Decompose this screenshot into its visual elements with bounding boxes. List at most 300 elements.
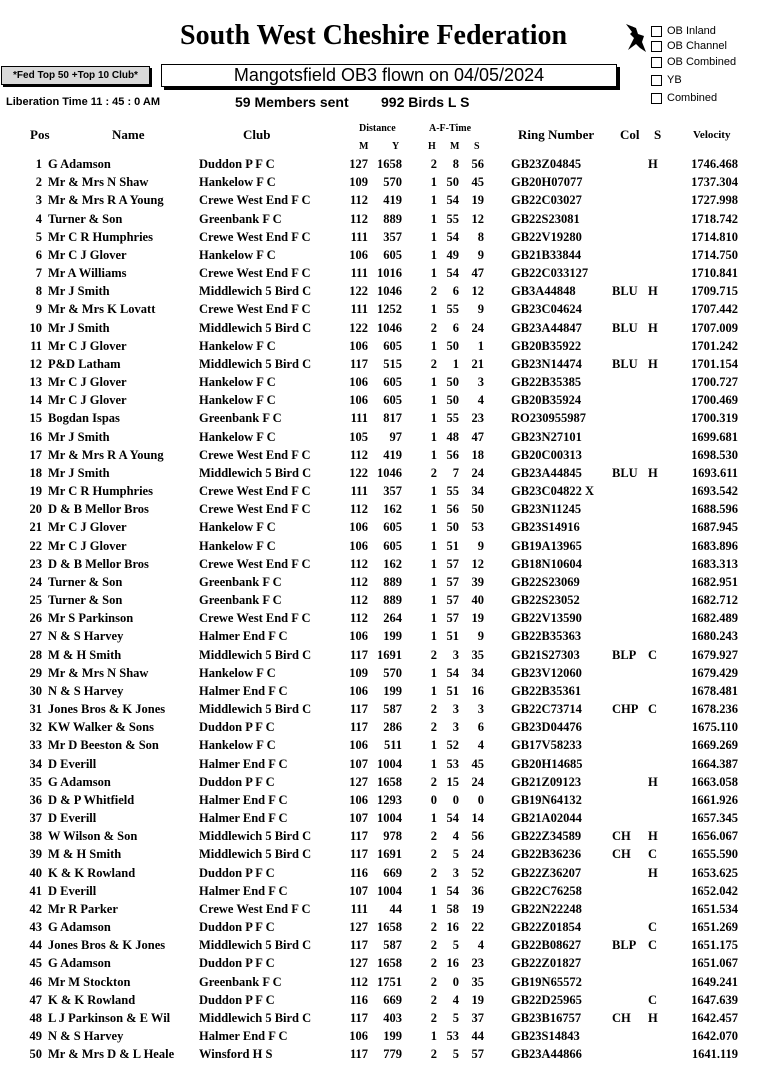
cell-velocity: 1682.712 bbox=[691, 593, 738, 608]
cell-dist-y: 162 bbox=[383, 556, 402, 571]
cell-dist-y: 1004 bbox=[377, 811, 402, 826]
table-row bbox=[0, 809, 763, 827]
cell-dist-y: 199 bbox=[383, 683, 402, 698]
cell-time-s: 6 bbox=[477, 720, 484, 735]
cell-dist-y: 587 bbox=[383, 938, 402, 953]
cell-velocity: 1651.067 bbox=[691, 956, 738, 971]
cell-dist-y: 889 bbox=[383, 574, 402, 589]
cell-time-s: 19 bbox=[471, 193, 484, 208]
cell-time-s: 23 bbox=[471, 956, 484, 971]
cell-time-s: 50 bbox=[471, 502, 484, 517]
cell-time-m: 0 bbox=[452, 974, 459, 989]
cell-dist-m: 106 bbox=[349, 792, 368, 807]
cell-dist-y: 605 bbox=[383, 247, 402, 262]
cell-time-s: 19 bbox=[471, 992, 484, 1007]
cell-velocity: 1655.590 bbox=[691, 847, 738, 862]
cell-dist-m: 117 bbox=[349, 702, 368, 717]
cell-time-m: 3 bbox=[452, 647, 459, 662]
cell-pos: 11 bbox=[30, 338, 42, 353]
cell-dist-y: 419 bbox=[383, 193, 402, 208]
cell-club: Duddon P F C bbox=[199, 956, 275, 971]
cell-time-s: 40 bbox=[471, 593, 484, 608]
cell-name: G Adamson bbox=[48, 157, 111, 171]
cell-dist-m: 117 bbox=[349, 647, 368, 662]
table-row bbox=[0, 827, 763, 845]
liberation-time: Liberation Time 11 : 45 : 0 AM bbox=[6, 96, 161, 108]
table-row bbox=[0, 954, 763, 972]
cell-velocity: 1651.175 bbox=[691, 938, 738, 953]
cell-time-m: 7 bbox=[452, 465, 459, 480]
cell-sex: H bbox=[648, 1010, 658, 1025]
cell-dist-y: 669 bbox=[383, 992, 402, 1007]
cell-time-s: 16 bbox=[471, 683, 484, 698]
table-row bbox=[0, 518, 763, 536]
cell-velocity: 1678.236 bbox=[691, 702, 738, 717]
cell-club: Duddon P F C bbox=[199, 992, 275, 1007]
cell-name: Mr & Mrs R A Young bbox=[48, 193, 164, 208]
table-row bbox=[0, 936, 763, 954]
cell-dist-y: 889 bbox=[383, 211, 402, 226]
cell-time-h: 2 bbox=[430, 356, 437, 371]
checkbox[interactable] bbox=[651, 57, 662, 68]
table-row bbox=[0, 609, 763, 627]
col-header-club: Club bbox=[243, 127, 271, 142]
cell-dist-m: 106 bbox=[349, 683, 368, 698]
cell-pos: 40 bbox=[29, 865, 42, 880]
cell-time-h: 2 bbox=[430, 157, 437, 171]
cell-pos: 7 bbox=[35, 266, 42, 281]
cell-time-m: 48 bbox=[446, 429, 459, 444]
cell-velocity: 1679.927 bbox=[691, 647, 738, 662]
cell-ring: GB22Z36207 bbox=[511, 865, 582, 880]
cell-pos: 5 bbox=[35, 229, 42, 244]
cell-velocity: 1701.154 bbox=[691, 356, 738, 371]
checkbox-row[interactable] bbox=[651, 23, 716, 39]
cell-time-h: 1 bbox=[430, 1029, 437, 1044]
cell-dist-m: 117 bbox=[349, 829, 368, 844]
cell-dist-y: 1046 bbox=[377, 320, 402, 335]
cell-velocity: 1642.070 bbox=[691, 1029, 738, 1044]
cell-pos: 22 bbox=[29, 538, 42, 553]
cell-club: Halmer End F C bbox=[199, 629, 288, 644]
checkbox[interactable] bbox=[651, 26, 662, 37]
cell-name: Mr C J Glover bbox=[48, 520, 127, 535]
table-row bbox=[0, 482, 763, 500]
cell-pos: 2 bbox=[35, 175, 42, 190]
cell-time-m: 5 bbox=[452, 847, 459, 862]
cell-time-h: 1 bbox=[430, 375, 437, 390]
cell-pos: 1 bbox=[35, 157, 42, 171]
cell-dist-m: 106 bbox=[349, 393, 368, 408]
cell-ring: GB22N22248 bbox=[511, 901, 582, 916]
col-header-col: Col bbox=[620, 127, 640, 142]
cell-dist-y: 1004 bbox=[377, 756, 402, 771]
cell-dist-y: 669 bbox=[383, 865, 402, 880]
cell-ring: GB22S23069 bbox=[511, 574, 580, 589]
cell-time-s: 19 bbox=[471, 611, 484, 626]
cell-club: Middlewich 5 Bird C bbox=[199, 702, 312, 717]
cell-pos: 20 bbox=[29, 502, 42, 517]
cell-time-m: 50 bbox=[446, 338, 459, 353]
cell-club: Hankelow F C bbox=[199, 520, 276, 535]
cell-club: Crewe West End F C bbox=[199, 266, 311, 281]
col-header-time-h: H bbox=[428, 141, 436, 152]
cell-sex: H bbox=[648, 320, 658, 335]
cell-time-h: 1 bbox=[430, 266, 437, 281]
table-row bbox=[0, 991, 763, 1009]
cell-club: Halmer End F C bbox=[199, 792, 288, 807]
cell-pos: 14 bbox=[29, 393, 42, 408]
cell-name: D Everill bbox=[48, 883, 97, 898]
col-header-velocity: Velocity bbox=[693, 129, 731, 141]
cell-time-s: 12 bbox=[471, 556, 484, 571]
cell-pos: 34 bbox=[29, 756, 42, 771]
cell-sex: C bbox=[648, 847, 658, 862]
cell-time-s: 19 bbox=[471, 901, 484, 916]
cell-club: Winsford H S bbox=[199, 1047, 273, 1062]
cell-club: Middlewich 5 Bird C bbox=[199, 320, 312, 335]
col-header-time-m: M bbox=[450, 141, 460, 152]
table-row bbox=[0, 500, 763, 518]
cell-velocity: 1682.489 bbox=[691, 611, 738, 626]
table-row bbox=[0, 555, 763, 573]
table-row bbox=[0, 337, 763, 355]
cell-ring: GB23V12060 bbox=[511, 665, 582, 680]
cell-dist-y: 515 bbox=[383, 356, 402, 371]
cell-time-h: 2 bbox=[430, 284, 437, 299]
cell-pos: 33 bbox=[29, 738, 42, 753]
cell-pos: 25 bbox=[29, 593, 42, 608]
cell-time-h: 2 bbox=[430, 465, 437, 480]
cell-time-s: 9 bbox=[477, 247, 484, 262]
cell-name: Mr & Mrs K Lovatt bbox=[48, 302, 156, 317]
table-row bbox=[0, 246, 763, 264]
cell-name: G Adamson bbox=[48, 774, 111, 789]
cell-name: N & S Harvey bbox=[48, 683, 124, 698]
cell-club: Halmer End F C bbox=[199, 883, 288, 898]
cell-pos: 32 bbox=[29, 720, 42, 735]
cell-time-m: 51 bbox=[446, 538, 459, 553]
cell-club: Halmer End F C bbox=[199, 811, 288, 826]
cell-name: Mr J Smith bbox=[48, 429, 110, 444]
cell-dist-m: 112 bbox=[349, 556, 368, 571]
cell-dist-m: 107 bbox=[349, 811, 368, 826]
cell-name: Mr & Mrs N Shaw bbox=[48, 665, 149, 680]
cell-ring: GB22B35385 bbox=[511, 375, 582, 390]
cell-sex: C bbox=[648, 938, 658, 953]
cell-dist-m: 127 bbox=[349, 956, 368, 971]
cell-dist-y: 97 bbox=[389, 429, 402, 444]
cell-dist-m: 109 bbox=[349, 175, 368, 190]
cell-ring: RO230955987 bbox=[511, 411, 586, 426]
cell-time-s: 24 bbox=[471, 774, 484, 789]
cell-velocity: 1651.534 bbox=[691, 901, 738, 916]
cell-velocity: 1701.242 bbox=[691, 338, 738, 353]
cell-time-m: 55 bbox=[446, 484, 459, 499]
cell-club: Hankelow F C bbox=[199, 538, 276, 553]
cell-time-h: 1 bbox=[430, 883, 437, 898]
checkbox[interactable] bbox=[651, 75, 662, 86]
cell-name: P&D Latham bbox=[48, 356, 121, 371]
checkbox-row[interactable] bbox=[651, 54, 736, 70]
cell-name: KW Walker & Sons bbox=[48, 720, 154, 735]
cell-name: D Everill bbox=[48, 756, 97, 771]
cell-dist-m: 109 bbox=[349, 665, 368, 680]
cell-name: Mr C R Humphries bbox=[48, 484, 153, 499]
cell-pos: 42 bbox=[29, 901, 42, 916]
cell-name: Jones Bros & K Jones bbox=[48, 938, 166, 953]
cell-club: Greenbank F C bbox=[199, 211, 282, 226]
cell-velocity: 1682.951 bbox=[691, 574, 738, 589]
cell-ring: GB22V19280 bbox=[511, 229, 582, 244]
cell-club: Crewe West End F C bbox=[199, 302, 311, 317]
cell-name: Turner & Son bbox=[48, 211, 123, 226]
cell-club: Duddon P F C bbox=[199, 865, 275, 880]
cell-ring: GB21S27303 bbox=[511, 647, 580, 662]
cell-dist-y: 605 bbox=[383, 520, 402, 535]
cell-time-m: 15 bbox=[446, 774, 459, 789]
cell-velocity: 1669.269 bbox=[691, 738, 738, 753]
cell-pos: 50 bbox=[29, 1047, 42, 1062]
cell-club: Hankelow F C bbox=[199, 738, 276, 753]
cell-dist-m: 105 bbox=[349, 429, 368, 444]
cell-time-m: 53 bbox=[446, 1029, 459, 1044]
fed-top-badge: *Fed Top 50 +Top 10 Club* bbox=[1, 66, 150, 85]
cell-time-s: 9 bbox=[477, 629, 484, 644]
cell-time-s: 35 bbox=[471, 974, 484, 989]
cell-pos: 17 bbox=[29, 447, 42, 462]
cell-time-h: 2 bbox=[430, 1010, 437, 1025]
table-row bbox=[0, 319, 763, 337]
cell-dist-m: 106 bbox=[349, 247, 368, 262]
cell-velocity: 1664.387 bbox=[691, 756, 738, 771]
cell-pos: 37 bbox=[29, 811, 42, 826]
cell-time-h: 1 bbox=[430, 611, 437, 626]
cell-velocity: 1714.810 bbox=[691, 229, 738, 244]
cell-name: Bogdan Ispas bbox=[48, 411, 120, 426]
cell-pos: 27 bbox=[29, 629, 42, 644]
cell-pos: 26 bbox=[29, 611, 42, 626]
table-row bbox=[0, 900, 763, 918]
cell-time-s: 39 bbox=[471, 574, 484, 589]
table-row bbox=[0, 373, 763, 391]
table-row bbox=[0, 773, 763, 791]
cell-velocity: 1707.442 bbox=[691, 302, 738, 317]
cell-dist-y: 570 bbox=[383, 175, 402, 190]
cell-time-h: 2 bbox=[430, 938, 437, 953]
table-row bbox=[0, 1045, 763, 1063]
cell-club: Middlewich 5 Bird C bbox=[199, 647, 312, 662]
cell-pos: 21 bbox=[29, 520, 42, 535]
cell-time-h: 0 bbox=[430, 792, 437, 807]
checkbox[interactable] bbox=[651, 93, 662, 104]
table-row bbox=[0, 300, 763, 318]
table-row bbox=[0, 537, 763, 555]
table-row bbox=[0, 882, 763, 900]
cell-name: G Adamson bbox=[48, 920, 111, 935]
cell-ring: GB21A02044 bbox=[511, 811, 582, 826]
cell-ring: GB19N65572 bbox=[511, 974, 582, 989]
cell-time-s: 12 bbox=[471, 284, 484, 299]
cell-name: D & P Whitfield bbox=[48, 792, 135, 807]
cell-velocity: 1746.468 bbox=[691, 157, 738, 171]
cell-pos: 39 bbox=[29, 847, 42, 862]
cell-time-s: 4 bbox=[477, 938, 484, 953]
cell-name: Mr C J Glover bbox=[48, 247, 127, 262]
table-row bbox=[0, 391, 763, 409]
cell-dist-y: 1658 bbox=[377, 920, 402, 935]
cell-dist-y: 1658 bbox=[377, 774, 402, 789]
cell-sex: H bbox=[648, 356, 658, 371]
table-row bbox=[0, 918, 763, 936]
cell-name: K & K Rowland bbox=[48, 865, 136, 880]
cell-time-s: 35 bbox=[471, 647, 484, 662]
bird-icon bbox=[624, 22, 648, 54]
cell-dist-y: 1691 bbox=[377, 647, 402, 662]
cell-pos: 43 bbox=[29, 920, 42, 935]
cell-time-m: 50 bbox=[446, 393, 459, 408]
cell-velocity: 1699.681 bbox=[691, 429, 738, 444]
checkbox-label: YB bbox=[667, 74, 682, 86]
cell-name: Mr J Smith bbox=[48, 465, 110, 480]
cell-dist-y: 817 bbox=[383, 411, 402, 426]
col-header-time-s: S bbox=[474, 141, 480, 152]
checkbox-row[interactable] bbox=[651, 38, 727, 54]
cell-time-s: 8 bbox=[477, 229, 484, 244]
cell-pos: 35 bbox=[29, 774, 42, 789]
table-row bbox=[0, 1009, 763, 1027]
cell-time-m: 57 bbox=[446, 556, 459, 571]
cell-name: M & H Smith bbox=[48, 647, 122, 662]
cell-time-s: 53 bbox=[471, 520, 484, 535]
cell-velocity: 1653.625 bbox=[691, 865, 738, 880]
cell-pos: 6 bbox=[35, 247, 42, 262]
cell-name: Mr & Mrs N Shaw bbox=[48, 175, 149, 190]
cell-dist-y: 1658 bbox=[377, 157, 402, 171]
cell-dist-y: 605 bbox=[383, 375, 402, 390]
cell-time-h: 1 bbox=[430, 338, 437, 353]
cell-dist-m: 106 bbox=[349, 629, 368, 644]
cell-dist-m: 106 bbox=[349, 1029, 368, 1044]
cell-time-s: 24 bbox=[471, 847, 484, 862]
cell-time-h: 1 bbox=[430, 229, 437, 244]
cell-time-m: 55 bbox=[446, 211, 459, 226]
cell-ring: GB23N14474 bbox=[511, 356, 582, 371]
cell-time-h: 1 bbox=[430, 593, 437, 608]
table-row bbox=[0, 428, 763, 446]
cell-pos: 8 bbox=[35, 284, 42, 299]
cell-time-m: 16 bbox=[446, 920, 459, 935]
cell-sex: H bbox=[648, 774, 658, 789]
cell-time-s: 9 bbox=[477, 302, 484, 317]
cell-club: Middlewich 5 Bird C bbox=[199, 284, 312, 299]
cell-ring: GB22S23081 bbox=[511, 211, 580, 226]
cell-dist-m: 112 bbox=[349, 974, 368, 989]
cell-dist-m: 117 bbox=[349, 1010, 368, 1025]
cell-time-h: 1 bbox=[430, 247, 437, 262]
cell-time-s: 24 bbox=[471, 465, 484, 480]
cell-dist-m: 111 bbox=[350, 302, 368, 317]
cell-name: D Everill bbox=[48, 811, 97, 826]
table-row bbox=[0, 591, 763, 609]
cell-club: Middlewich 5 Bird C bbox=[199, 356, 312, 371]
cell-ring: GB23S14916 bbox=[511, 520, 580, 535]
checkbox-row[interactable] bbox=[651, 90, 717, 106]
cell-sex: C bbox=[648, 920, 658, 935]
cell-sex: H bbox=[648, 865, 658, 880]
table-row bbox=[0, 664, 763, 682]
cell-time-h: 2 bbox=[430, 974, 437, 989]
cell-dist-m: 112 bbox=[349, 502, 368, 517]
cell-dist-y: 357 bbox=[383, 484, 402, 499]
cell-time-s: 0 bbox=[477, 792, 484, 807]
cell-time-m: 57 bbox=[446, 593, 459, 608]
cell-time-m: 52 bbox=[446, 738, 459, 753]
cell-velocity: 1678.481 bbox=[691, 683, 738, 698]
cell-sex: H bbox=[648, 465, 658, 480]
cell-dist-m: 106 bbox=[349, 375, 368, 390]
cell-time-s: 45 bbox=[471, 756, 484, 771]
cell-ring: GB19N64132 bbox=[511, 792, 582, 807]
cell-ring: GB23C04822 X bbox=[511, 484, 594, 499]
cell-name: D & B Mellor Bros bbox=[48, 556, 149, 571]
cell-time-h: 2 bbox=[430, 865, 437, 880]
cell-dist-m: 127 bbox=[349, 157, 368, 171]
checkbox-label: OB Inland bbox=[667, 25, 716, 37]
cell-time-h: 1 bbox=[430, 193, 437, 208]
cell-time-h: 2 bbox=[430, 774, 437, 789]
checkbox[interactable] bbox=[651, 41, 662, 52]
cell-name: N & S Harvey bbox=[48, 1029, 124, 1044]
cell-time-m: 3 bbox=[452, 720, 459, 735]
cell-name: K & K Rowland bbox=[48, 992, 136, 1007]
col-header-sex: S bbox=[654, 127, 662, 142]
cell-velocity: 1693.611 bbox=[691, 465, 738, 480]
cell-time-h: 1 bbox=[430, 738, 437, 753]
cell-time-s: 34 bbox=[471, 484, 484, 499]
cell-time-m: 55 bbox=[446, 411, 459, 426]
cell-time-s: 14 bbox=[471, 811, 484, 826]
cell-dist-m: 112 bbox=[349, 447, 368, 462]
cell-time-m: 54 bbox=[446, 266, 459, 281]
checkbox-row[interactable] bbox=[651, 72, 682, 88]
cell-velocity: 1647.639 bbox=[691, 992, 738, 1007]
cell-time-s: 52 bbox=[471, 865, 484, 880]
cell-col: BLU bbox=[612, 320, 638, 335]
table-row bbox=[0, 755, 763, 773]
cell-col: BLU bbox=[612, 356, 638, 371]
cell-ring: GB23N11245 bbox=[511, 502, 582, 517]
cell-club: Middlewich 5 Bird C bbox=[199, 938, 312, 953]
cell-club: Hankelow F C bbox=[199, 175, 276, 190]
cell-time-h: 2 bbox=[430, 1047, 437, 1062]
cell-time-h: 1 bbox=[430, 574, 437, 589]
cell-pos: 29 bbox=[29, 665, 42, 680]
cell-time-m: 54 bbox=[446, 665, 459, 680]
cell-dist-m: 127 bbox=[349, 920, 368, 935]
table-row bbox=[0, 845, 763, 863]
cell-time-m: 54 bbox=[446, 811, 459, 826]
cell-pos: 38 bbox=[29, 829, 42, 844]
cell-time-s: 44 bbox=[471, 1029, 484, 1044]
cell-dist-y: 264 bbox=[383, 611, 402, 626]
cell-dist-m: 106 bbox=[349, 520, 368, 535]
cell-velocity: 1700.469 bbox=[691, 393, 738, 408]
cell-dist-m: 111 bbox=[350, 901, 368, 916]
cell-velocity: 1683.896 bbox=[691, 538, 738, 553]
cell-name: Jones Bros & K Jones bbox=[48, 702, 166, 717]
cell-time-h: 1 bbox=[430, 393, 437, 408]
